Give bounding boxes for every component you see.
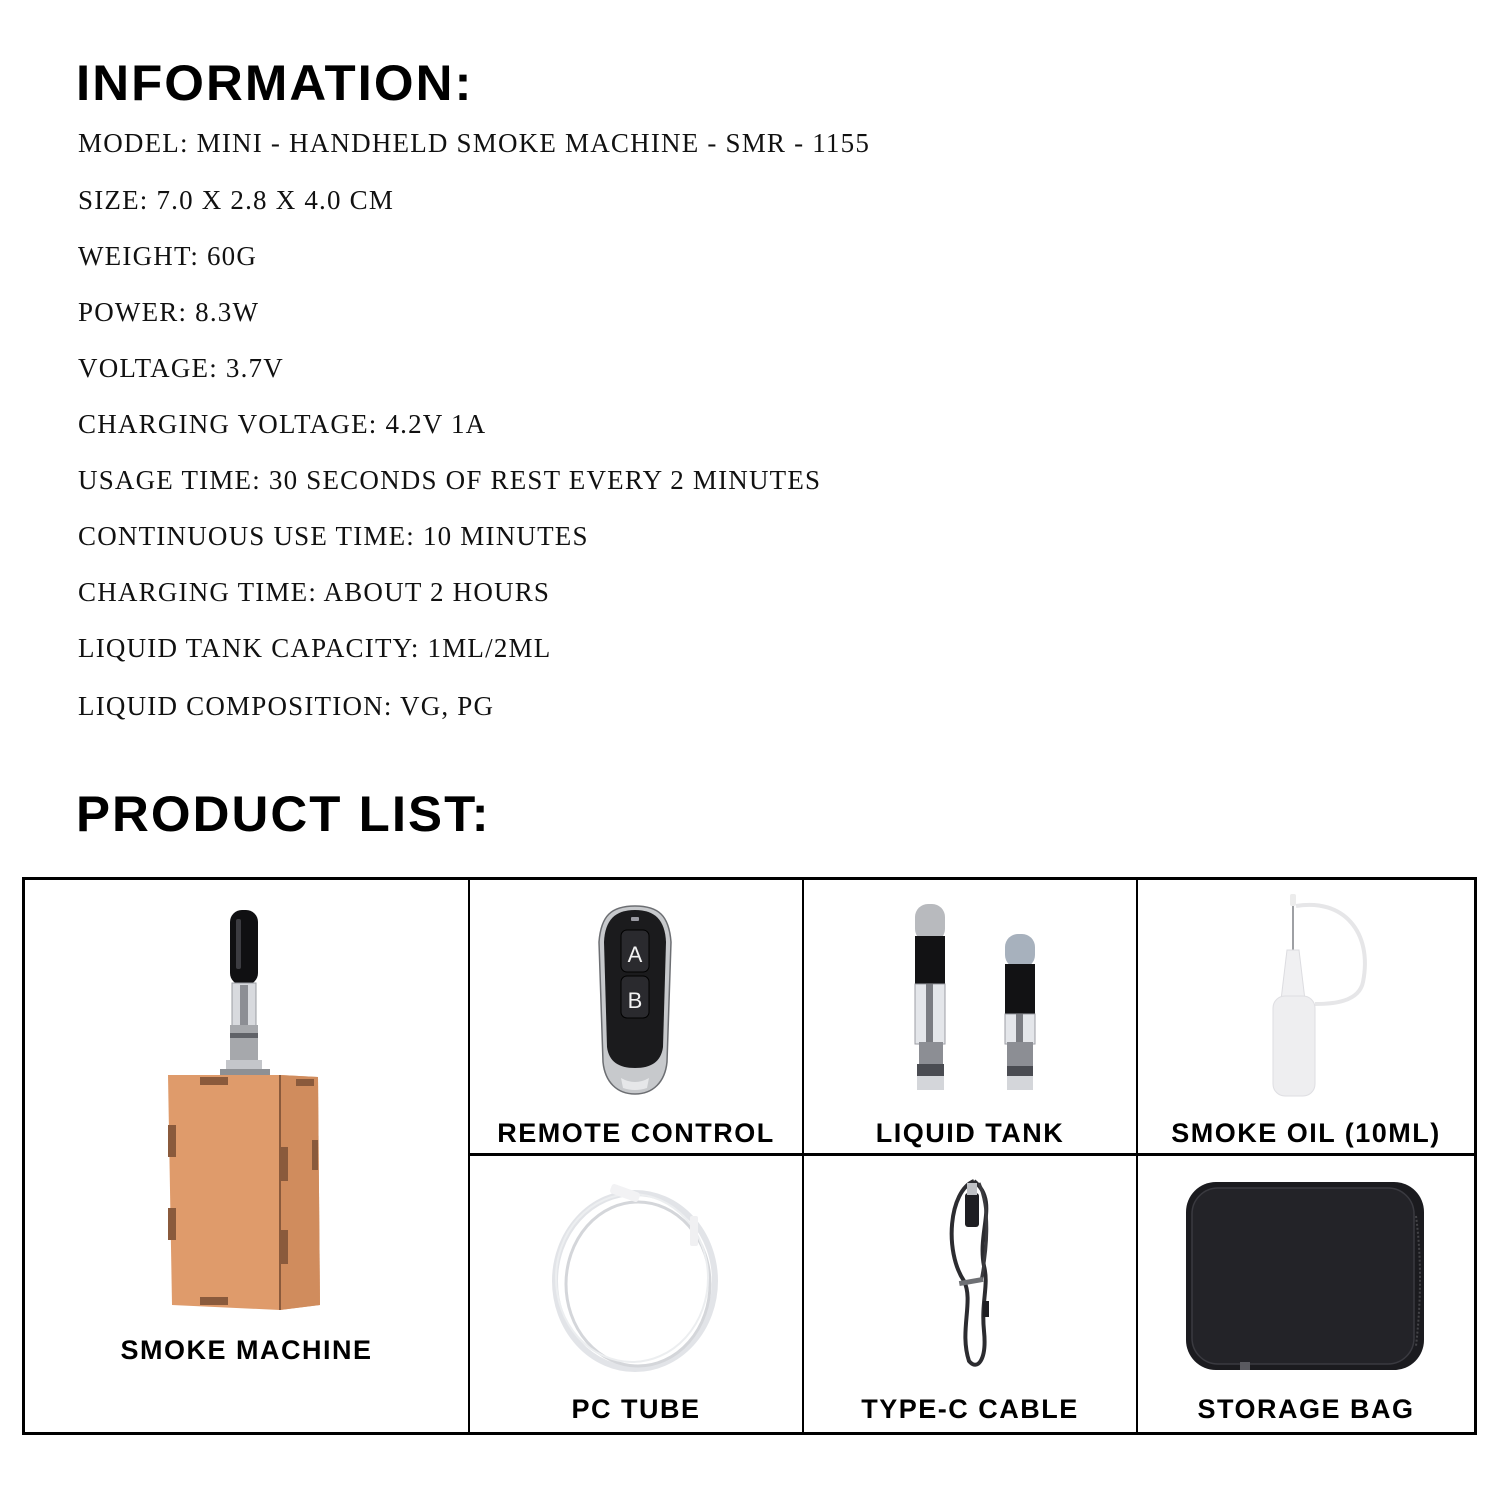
pc-tube-image [540,1176,720,1376]
spec-power: POWER: 8.3W [78,297,260,327]
spec-liquid-tank-capacity: LIQUID TANK CAPACITY: 1ML/2ML [78,633,552,663]
product-grid [22,877,1477,1435]
svg-text:A: A [627,942,643,967]
product-cell-pc-tube [470,1156,802,1432]
product-label: TYPE-C CABLE [861,1394,1079,1424]
storage-bag-image [1180,1176,1430,1376]
product-label: PC TUBE [571,1394,701,1424]
spec-size: SIZE: 7.0 X 2.8 X 4.0 CM [78,185,395,215]
product-list-heading: PRODUCT LIST: [76,786,491,842]
product-label: SMOKE MACHINE [120,1335,373,1365]
spec-liquid-composition: LIQUID COMPOSITION: VG, PG [78,691,495,721]
product-cell-remote-control [470,880,802,1153]
product-cell-storage-bag [1138,1156,1474,1432]
product-cell-type-c-cable [804,1156,1136,1432]
product-label: STORAGE BAG [1197,1394,1415,1424]
spec-charging-time: CHARGING TIME: ABOUT 2 HOURS [78,577,551,607]
smoke-oil-bottle-image [1263,892,1383,1107]
spec-usage-time: USAGE TIME: 30 SECONDS OF REST EVERY 2 MINUTES [78,465,822,495]
product-cell-liquid-tank [804,880,1136,1153]
remote-control-image [595,902,675,1097]
svg-text:B: B [627,988,643,1013]
product-label: SMOKE OIL (10ML) [1171,1118,1441,1148]
product-cell-smoke-oil [1138,880,1474,1153]
spec-voltage: VOLTAGE: 3.7V [78,353,284,383]
liquid-tank-image [909,902,1049,1097]
product-label: LIQUID TANK [875,1118,1065,1148]
information-heading: INFORMATION: [76,55,474,111]
spec-model: MODEL: MINI - HANDHELD SMOKE MACHINE - SMR - 1155 [78,128,871,158]
smoke-machine-image [160,905,330,1315]
type-c-cable-image [929,1171,1019,1376]
spec-charging-voltage: CHARGING VOLTAGE: 4.2V 1A [78,409,487,439]
product-label: REMOTE CONTROL [497,1118,775,1148]
spec-continuous-use-time: CONTINUOUS USE TIME: 10 MINUTES [78,521,589,551]
spec-weight: WEIGHT: 60G [78,241,258,271]
product-cell-smoke-machine [25,880,468,1432]
